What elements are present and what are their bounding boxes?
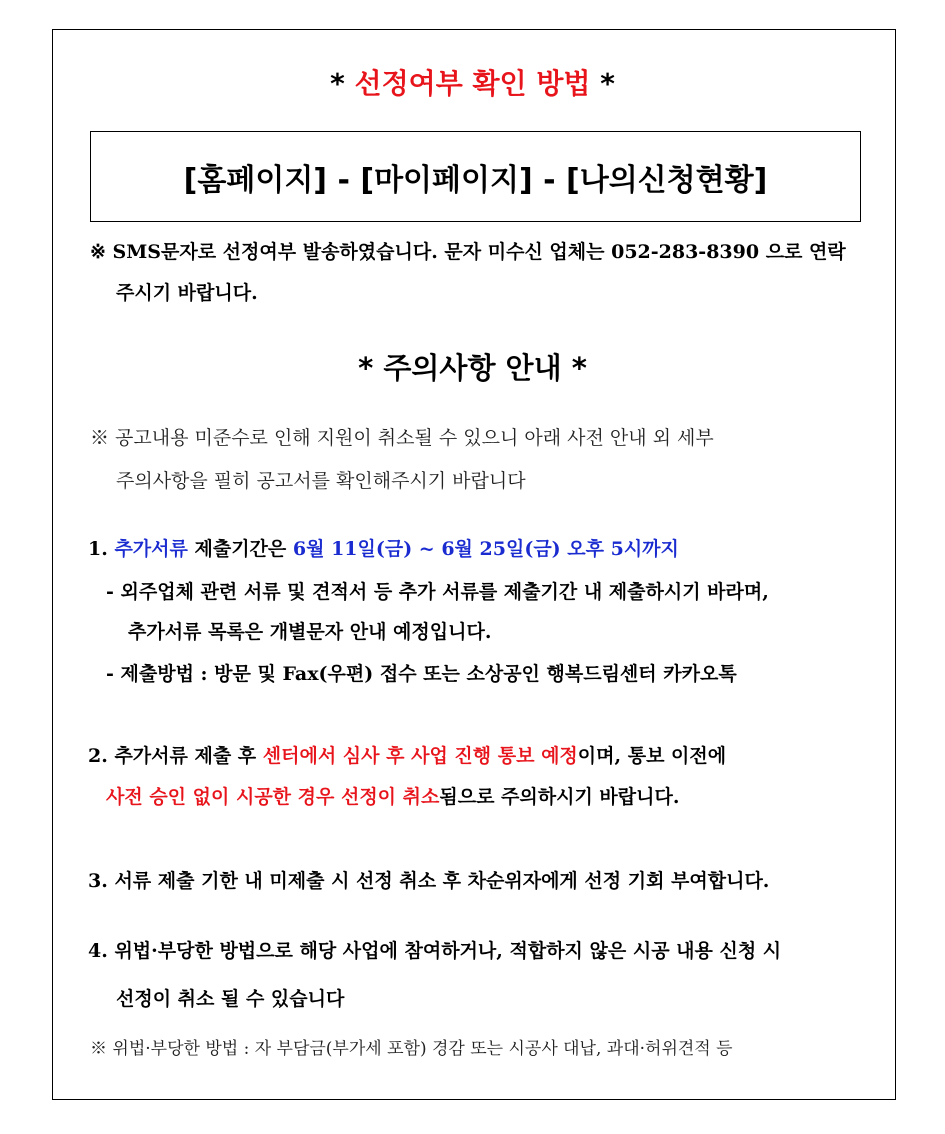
item-1-sub-2: - 제출방법 : 방문 및 Fax(우편) 접수 또는 소상공인 행복드림센터 카카오톡 bbox=[106, 663, 737, 685]
sms-note-line-2: 주시기 바랍니다. bbox=[116, 282, 258, 304]
item-4-line-1: 4. 위법·부당한 방법으로 해당 사업에 참여하거나, 적합하지 않은 시공 내용 신청 시 bbox=[88, 940, 782, 962]
heading-star-left: * bbox=[358, 351, 374, 385]
item-4-line-2: 선정이 취소 될 수 있습니다 bbox=[116, 988, 345, 1010]
item-1-highlight-period: 6월 11일(금) ~ 6월 25일(금) 오후 5시까지 bbox=[292, 538, 679, 560]
item-2-suffix: 이며, 통보 이전에 bbox=[577, 745, 727, 767]
item-1-sub-1: - 외주업체 관련 서류 및 견적서 등 추가 서류를 제출기간 내 제출하시기 바라며, bbox=[106, 581, 769, 603]
heading-star-right: * bbox=[600, 67, 615, 100]
item-2-line-2 bbox=[106, 783, 679, 811]
item-2-highlight-cancel: 사전 승인 없이 시공한 경우 선정이 취소 bbox=[106, 786, 440, 808]
item-1-heading bbox=[88, 535, 679, 563]
item-1-highlight-documents: 추가서류 bbox=[114, 538, 188, 560]
heading-selection-check bbox=[0, 64, 945, 104]
heading-title: 선정여부 확인 방법 bbox=[354, 67, 591, 100]
heading-precautions bbox=[0, 348, 945, 388]
item-1-prefix: 1. bbox=[88, 538, 115, 560]
notice-line-1: ※ 공고내용 미준수로 인해 지원이 취소될 수 있으니 아래 사전 안내 외 세부 bbox=[90, 427, 714, 449]
item-2-prefix: 2. 추가서류 제출 후 bbox=[88, 745, 263, 767]
heading-star-right: * bbox=[571, 351, 587, 385]
item-2-highlight-review: 센터에서 심사 후 사업 진행 통보 예정 bbox=[262, 745, 578, 767]
notice-line-2: 주의사항을 필히 공고서를 확인해주시기 바랍니다 bbox=[116, 470, 526, 492]
sms-note-line-1: ※ SMS문자로 선정여부 발송하였습니다. 문자 미수신 업체는 052-283-8390 으로 연락 bbox=[90, 241, 846, 263]
navigation-path-box bbox=[90, 131, 861, 222]
navigation-path-text: [홈페이지] - [마이페이지] - [나의신청현황] bbox=[183, 162, 768, 198]
item-1-sub-1-cont: 추가서류 목록은 개별문자 안내 예정입니다. bbox=[128, 621, 492, 643]
item-2-line-1 bbox=[88, 742, 726, 770]
heading-title: 주의사항 안내 bbox=[383, 351, 562, 385]
heading-star-left: * bbox=[330, 67, 345, 100]
item-3-text: 3. 서류 제출 기한 내 미제출 시 선정 취소 후 차순위자에게 선정 기회 부여합니다. bbox=[88, 870, 770, 892]
item-2-suffix: 됨으로 주의하시기 바랍니다. bbox=[439, 786, 680, 808]
item-1-mid: 제출기간은 bbox=[187, 538, 293, 560]
footnote-text: ※ 위법·부당한 방법 : 자 부담금(부가세 포함) 경감 또는 시공사 대납, 과대·허위견적 등 bbox=[90, 1039, 733, 1059]
